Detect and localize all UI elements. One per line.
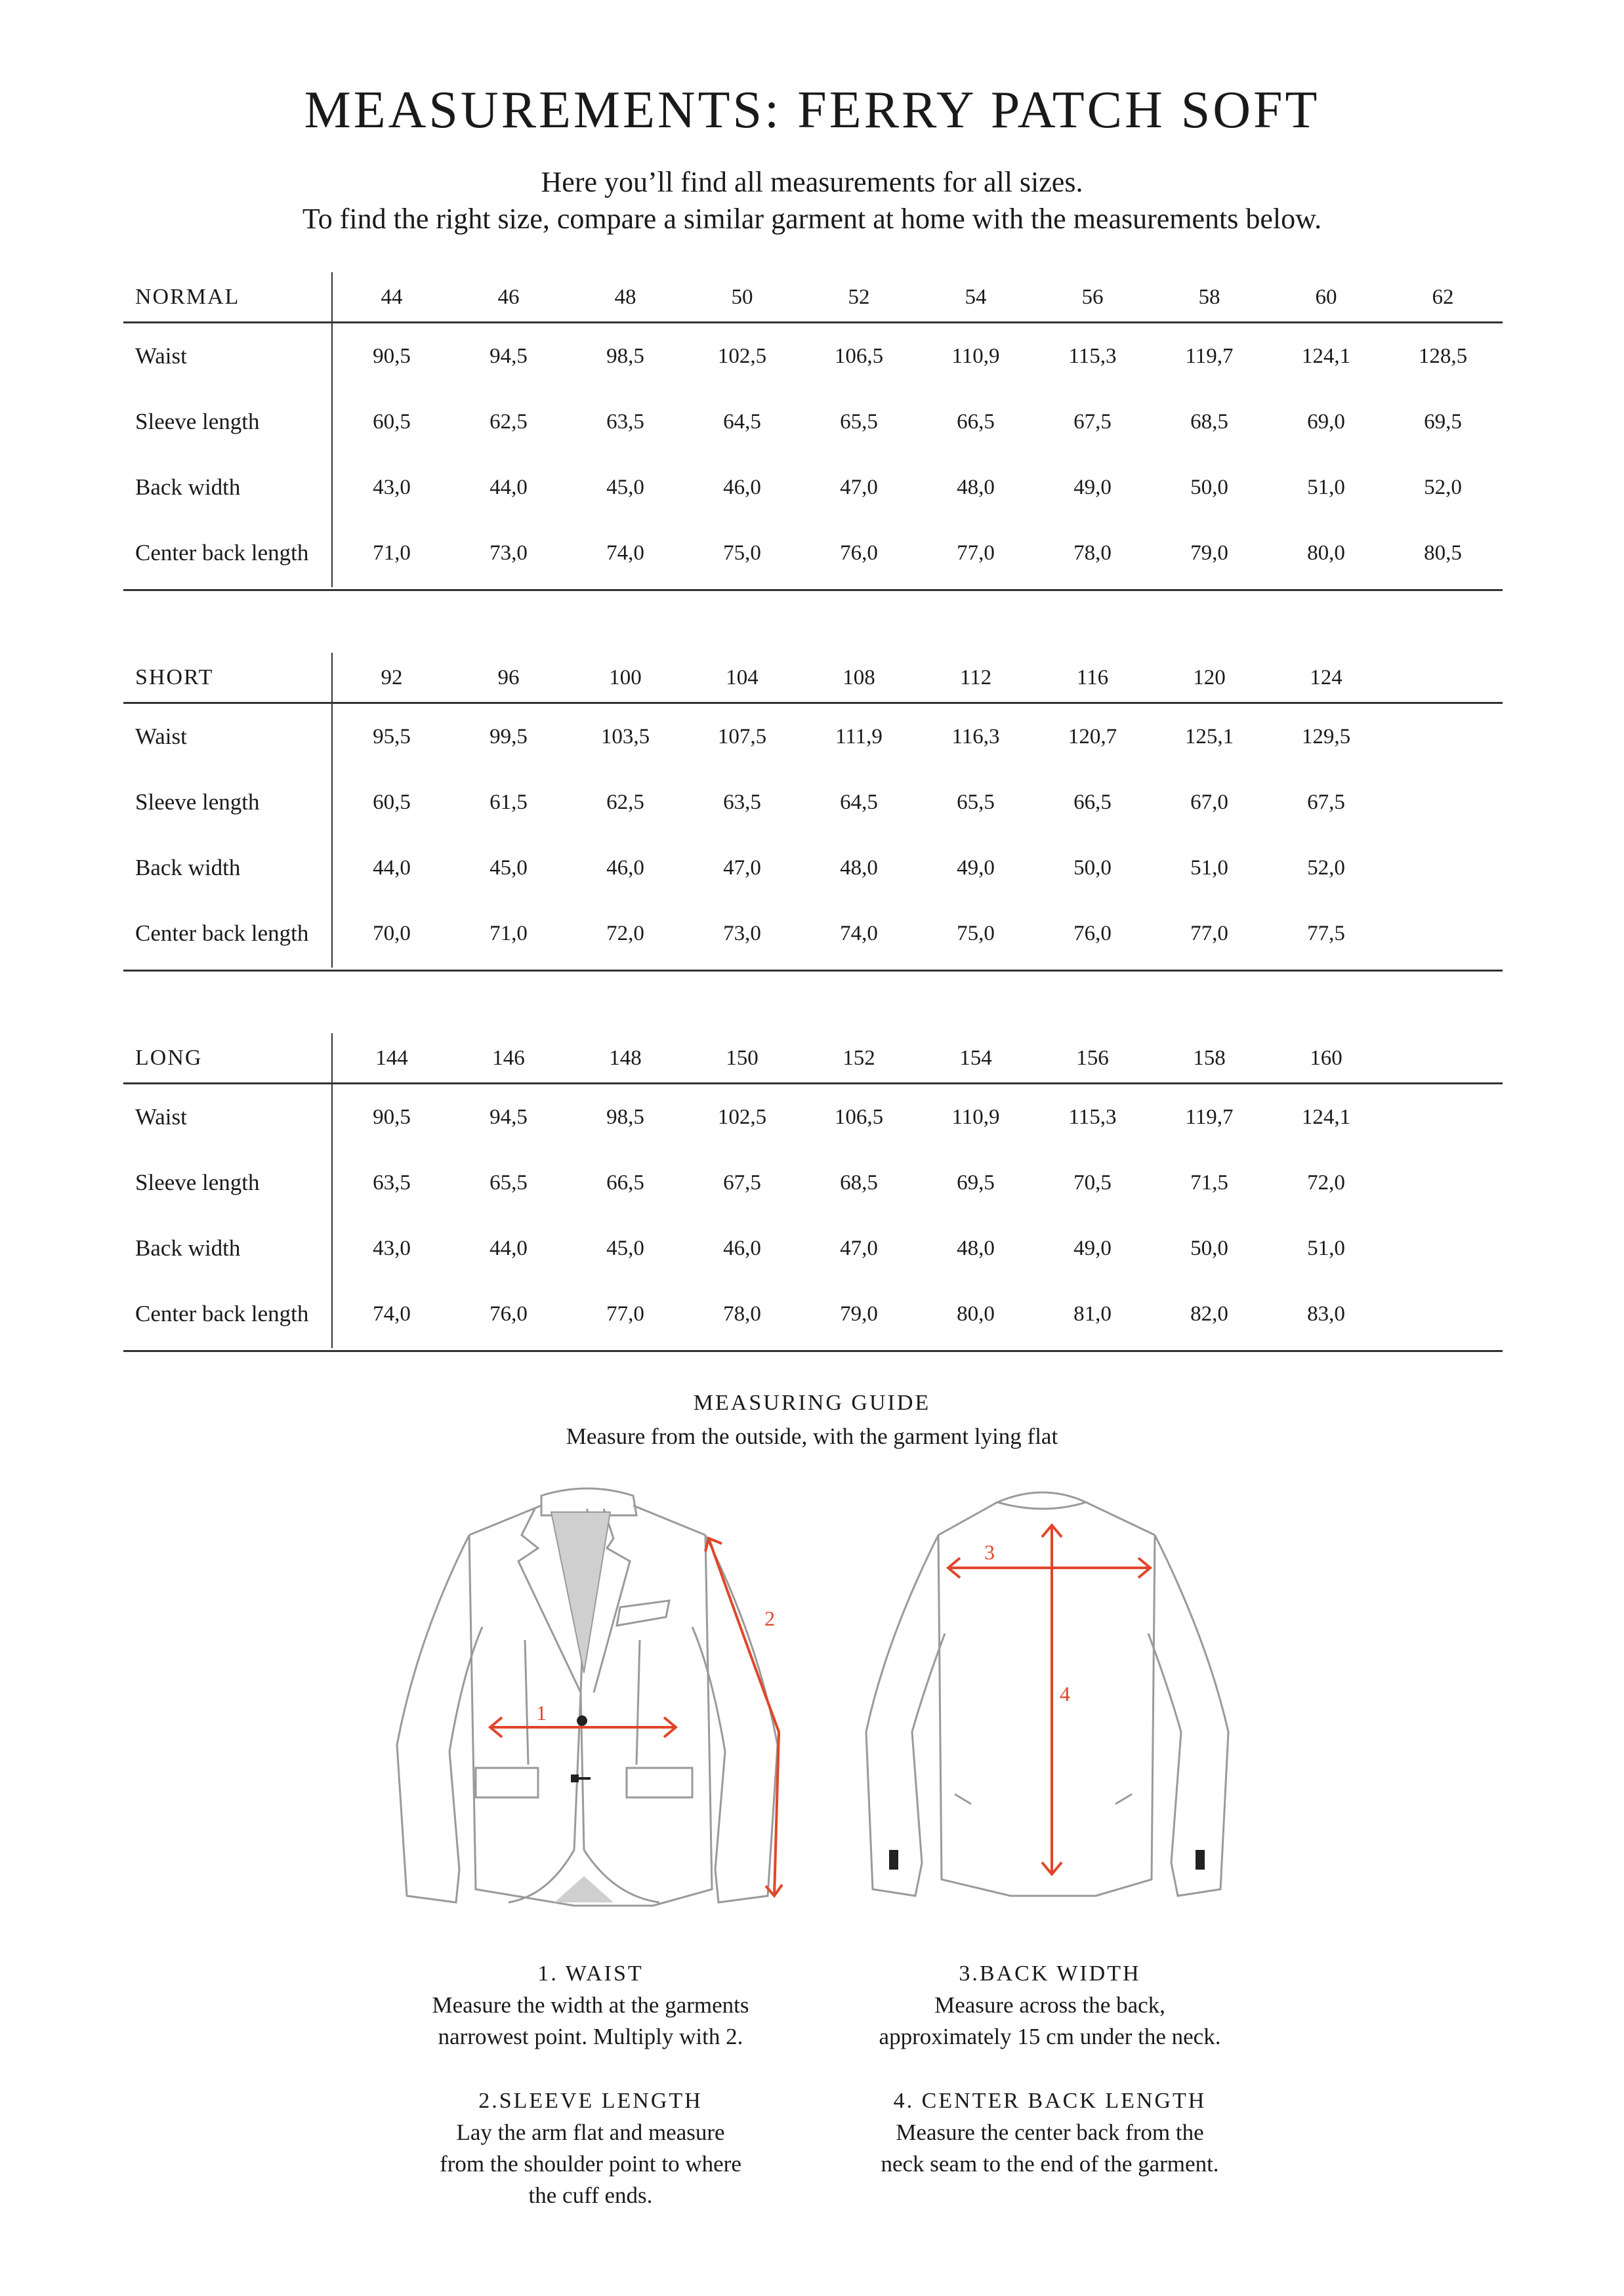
table-cell: 72,0 xyxy=(606,922,644,945)
table-cell: 129,5 xyxy=(1301,725,1351,748)
table-cell: 51,0 xyxy=(1307,476,1345,499)
size-header: 46 xyxy=(497,285,520,309)
instruction-text: Measure the width at the garments xyxy=(432,1992,749,2018)
table-cell: 120,7 xyxy=(1068,725,1117,748)
table-cell: 52,0 xyxy=(1307,856,1345,880)
row-label: Center back length xyxy=(135,540,309,565)
size-header: 56 xyxy=(1081,285,1104,309)
size-header: 152 xyxy=(843,1046,875,1070)
table-cell: 51,0 xyxy=(1307,1237,1345,1260)
instruction-center-back-length xyxy=(846,2085,1253,2180)
table-cell: 125,1 xyxy=(1184,725,1234,748)
instruction-heading: 3.BACK WIDTH xyxy=(959,1961,1141,1986)
row-label: Waist xyxy=(135,1104,187,1130)
table-cell: 68,5 xyxy=(840,1171,878,1195)
instruction-text: from the shoulder point to where xyxy=(440,2151,741,2177)
size-header: 54 xyxy=(965,285,987,309)
table-cell: 94,5 xyxy=(489,344,528,368)
table-cell: 124,1 xyxy=(1301,344,1351,368)
table-body xyxy=(123,323,1503,591)
jacket-back-illustration xyxy=(846,1476,1253,1935)
instruction-text: neck seam to the end of the garment. xyxy=(881,2151,1219,2177)
table-cell: 60,5 xyxy=(373,410,411,434)
table-cell: 46,0 xyxy=(723,476,761,499)
instructions-back xyxy=(846,1958,1253,2213)
row-label: Back width xyxy=(135,855,241,880)
instruction-text: narrowest point. Multiply with 2. xyxy=(438,2024,743,2049)
table-cell: 71,0 xyxy=(489,922,528,945)
size-table-short xyxy=(123,646,1503,972)
table-cell: 62,5 xyxy=(489,410,528,434)
table-cell: 70,5 xyxy=(1073,1171,1112,1195)
instruction-text: Measure the center back from the xyxy=(896,2120,1204,2145)
table-cell: 63,5 xyxy=(606,410,644,434)
table-cell: 75,0 xyxy=(957,922,995,945)
table-cell: 103,5 xyxy=(600,725,650,748)
table-header xyxy=(123,266,1503,323)
row-label: Sleeve length xyxy=(135,789,260,815)
table-header xyxy=(123,1027,1503,1084)
marker-2: 2 xyxy=(764,1607,775,1630)
table-cell: 99,5 xyxy=(489,725,528,748)
table-cell: 61,5 xyxy=(489,790,528,814)
fit-label: NORMAL xyxy=(135,285,240,309)
table-cell: 44,0 xyxy=(373,856,411,880)
instruction-heading: 4. CENTER BACK LENGTH xyxy=(893,2089,1207,2113)
table-cell: 64,5 xyxy=(840,790,878,814)
table-header xyxy=(123,646,1503,704)
row-label: Sleeve length xyxy=(135,1170,260,1195)
table-cell: 51,0 xyxy=(1190,856,1228,880)
table-cell: 82,0 xyxy=(1190,1302,1228,1326)
column-divider xyxy=(331,653,333,968)
size-header: 100 xyxy=(609,666,642,689)
table-cell: 74,0 xyxy=(840,922,878,945)
table-cell: 66,5 xyxy=(1073,790,1112,814)
table-cell: 62,5 xyxy=(606,790,644,814)
table-cell: 50,0 xyxy=(1190,476,1228,499)
size-table-long xyxy=(123,1027,1503,1352)
marker-1: 1 xyxy=(536,1701,547,1725)
table-cell: 77,0 xyxy=(957,541,995,565)
table-cell: 68,5 xyxy=(1190,410,1228,434)
marker-3: 3 xyxy=(984,1540,995,1564)
table-cell: 79,0 xyxy=(840,1302,878,1326)
table-cell: 45,0 xyxy=(489,856,528,880)
table-cell: 63,5 xyxy=(373,1171,411,1195)
table-cell: 95,5 xyxy=(373,725,411,748)
table-cell: 49,0 xyxy=(1073,1237,1112,1260)
instruction-sleeve-length xyxy=(387,2085,794,2211)
table-cell: 74,0 xyxy=(606,541,644,565)
table-cell: 50,0 xyxy=(1190,1237,1228,1260)
table-cell: 43,0 xyxy=(373,1237,411,1260)
size-header: 44 xyxy=(381,285,403,309)
size-header: 116 xyxy=(1076,666,1109,689)
table-cell: 48,0 xyxy=(840,856,878,880)
table-cell: 63,5 xyxy=(723,790,761,814)
table-cell: 66,5 xyxy=(606,1171,644,1195)
table-cell: 71,5 xyxy=(1190,1171,1228,1195)
table-cell: 98,5 xyxy=(606,344,644,368)
table-cell: 65,5 xyxy=(957,790,995,814)
measuring-guide-subtitle: Measure from the outside, with the garment lying flat xyxy=(566,1424,1058,1449)
table-cell: 67,5 xyxy=(1307,790,1345,814)
size-header: 96 xyxy=(497,666,520,689)
size-header: 62 xyxy=(1432,285,1454,309)
fit-label: LONG xyxy=(135,1046,203,1070)
table-cell: 111,9 xyxy=(835,725,883,748)
size-header: 50 xyxy=(731,285,753,309)
instruction-text: the cuff ends. xyxy=(528,2183,653,2208)
size-header: 112 xyxy=(959,666,992,689)
size-header: 156 xyxy=(1076,1046,1109,1070)
size-header: 144 xyxy=(375,1046,408,1070)
column-divider xyxy=(331,272,333,587)
intro-line-1: Here you’ll find all measurements for all sizes. xyxy=(541,166,1083,198)
table-cell: 77,0 xyxy=(606,1302,644,1326)
table-cell: 69,5 xyxy=(1424,410,1462,434)
table-cell: 47,0 xyxy=(840,1237,878,1260)
table-cell: 90,5 xyxy=(373,1105,411,1129)
table-cell: 80,5 xyxy=(1424,541,1462,565)
table-cell: 60,5 xyxy=(373,790,411,814)
table-cell: 67,0 xyxy=(1190,790,1228,814)
table-body xyxy=(123,704,1503,972)
table-cell: 76,0 xyxy=(489,1302,528,1326)
instruction-text: Measure across the back, xyxy=(934,1992,1165,2018)
row-label: Center back length xyxy=(135,1301,309,1326)
table-cell: 45,0 xyxy=(606,476,644,499)
column-divider xyxy=(331,1033,333,1348)
table-cell: 49,0 xyxy=(957,856,995,880)
table-cell: 48,0 xyxy=(957,476,995,499)
table-cell: 94,5 xyxy=(489,1105,528,1129)
table-cell: 69,5 xyxy=(957,1171,995,1195)
table-cell: 110,9 xyxy=(951,1105,1000,1129)
row-label: Waist xyxy=(135,343,187,369)
table-cell: 78,0 xyxy=(1073,541,1112,565)
table-cell: 78,0 xyxy=(723,1302,761,1326)
table-cell: 70,0 xyxy=(373,922,411,945)
size-header: 146 xyxy=(492,1046,525,1070)
size-header: 60 xyxy=(1315,285,1337,309)
table-cell: 64,5 xyxy=(723,410,761,434)
table-cell: 128,5 xyxy=(1418,344,1468,368)
size-header: 108 xyxy=(843,666,875,689)
instruction-heading: 2.SLEEVE LENGTH xyxy=(478,2089,703,2113)
table-cell: 45,0 xyxy=(606,1237,644,1260)
size-header: 52 xyxy=(848,285,870,309)
table-cell: 66,5 xyxy=(957,410,995,434)
page-title: MEASUREMENTS: FERRY PATCH SOFT xyxy=(304,81,1320,139)
table-body xyxy=(123,1084,1503,1352)
size-header: 92 xyxy=(381,666,403,689)
instruction-text: approximately 15 cm under the neck. xyxy=(879,2024,1221,2049)
table-cell: 67,5 xyxy=(723,1171,761,1195)
row-label: Waist xyxy=(135,724,187,749)
size-header: 120 xyxy=(1193,666,1226,689)
row-label: Center back length xyxy=(135,920,309,946)
table-cell: 75,0 xyxy=(723,541,761,565)
table-cell: 44,0 xyxy=(489,1237,528,1260)
table-cell: 76,0 xyxy=(840,541,878,565)
row-label: Sleeve length xyxy=(135,409,260,434)
table-cell: 50,0 xyxy=(1073,856,1112,880)
marker-4: 4 xyxy=(1060,1682,1070,1706)
size-header: 160 xyxy=(1310,1046,1343,1070)
table-cell: 80,0 xyxy=(1307,541,1345,565)
table-cell: 73,0 xyxy=(489,541,528,565)
table-cell: 46,0 xyxy=(723,1237,761,1260)
table-cell: 52,0 xyxy=(1424,476,1462,499)
table-cell: 77,0 xyxy=(1190,922,1228,945)
table-cell: 107,5 xyxy=(717,725,767,748)
table-cell: 119,7 xyxy=(1185,1105,1234,1129)
table-cell: 47,0 xyxy=(723,856,761,880)
table-cell: 48,0 xyxy=(957,1237,995,1260)
table-cell: 81,0 xyxy=(1073,1302,1112,1326)
table-cell: 44,0 xyxy=(489,476,528,499)
measuring-guide-title: MEASURING GUIDE xyxy=(693,1391,931,1415)
table-cell: 102,5 xyxy=(717,1105,767,1129)
table-cell: 119,7 xyxy=(1185,344,1234,368)
instruction-back-width xyxy=(846,1958,1253,2053)
size-header: 150 xyxy=(726,1046,759,1070)
table-cell: 98,5 xyxy=(606,1105,644,1129)
size-header: 158 xyxy=(1193,1046,1226,1070)
table-cell: 106,5 xyxy=(834,344,884,368)
table-cell: 77,5 xyxy=(1307,922,1345,945)
table-cell: 65,5 xyxy=(489,1171,528,1195)
table-cell: 49,0 xyxy=(1073,476,1112,499)
table-cell: 106,5 xyxy=(834,1105,884,1129)
table-cell: 79,0 xyxy=(1190,541,1228,565)
table-cell: 115,3 xyxy=(1068,344,1117,368)
table-cell: 80,0 xyxy=(957,1302,995,1326)
table-cell: 110,9 xyxy=(951,344,1000,368)
table-cell: 69,0 xyxy=(1307,410,1345,434)
size-header: 58 xyxy=(1198,285,1220,309)
table-cell: 90,5 xyxy=(373,344,411,368)
table-cell: 116,3 xyxy=(951,725,1000,748)
table-cell: 72,0 xyxy=(1307,1171,1345,1195)
instruction-waist xyxy=(387,1958,794,2053)
table-cell: 71,0 xyxy=(373,541,411,565)
instruction-text: Lay the arm flat and measure xyxy=(456,2120,725,2145)
table-cell: 115,3 xyxy=(1068,1105,1117,1129)
table-cell: 74,0 xyxy=(373,1302,411,1326)
row-label: Back width xyxy=(135,1235,241,1261)
size-header: 124 xyxy=(1310,666,1343,689)
instruction-heading: 1. WAIST xyxy=(537,1961,644,1986)
row-label: Back width xyxy=(135,474,241,500)
table-cell: 124,1 xyxy=(1301,1105,1351,1129)
table-cell: 43,0 xyxy=(373,476,411,499)
table-cell: 46,0 xyxy=(606,856,644,880)
jacket-front-illustration xyxy=(377,1476,810,1935)
table-cell: 76,0 xyxy=(1073,922,1112,945)
fit-label: SHORT xyxy=(135,665,214,689)
table-cell: 65,5 xyxy=(840,410,878,434)
table-cell: 102,5 xyxy=(717,344,767,368)
table-cell: 73,0 xyxy=(723,922,761,945)
size-header: 148 xyxy=(609,1046,642,1070)
table-cell: 47,0 xyxy=(840,476,878,499)
intro-line-2: To find the right size, compare a similar garment at home with the measurements below. xyxy=(302,203,1322,235)
size-header: 154 xyxy=(959,1046,992,1070)
table-cell: 83,0 xyxy=(1307,1302,1345,1326)
size-header: 48 xyxy=(614,285,636,309)
table-cell: 67,5 xyxy=(1073,410,1112,434)
instructions-front xyxy=(387,1958,794,2244)
size-table-normal xyxy=(123,266,1503,591)
size-header: 104 xyxy=(726,666,759,689)
